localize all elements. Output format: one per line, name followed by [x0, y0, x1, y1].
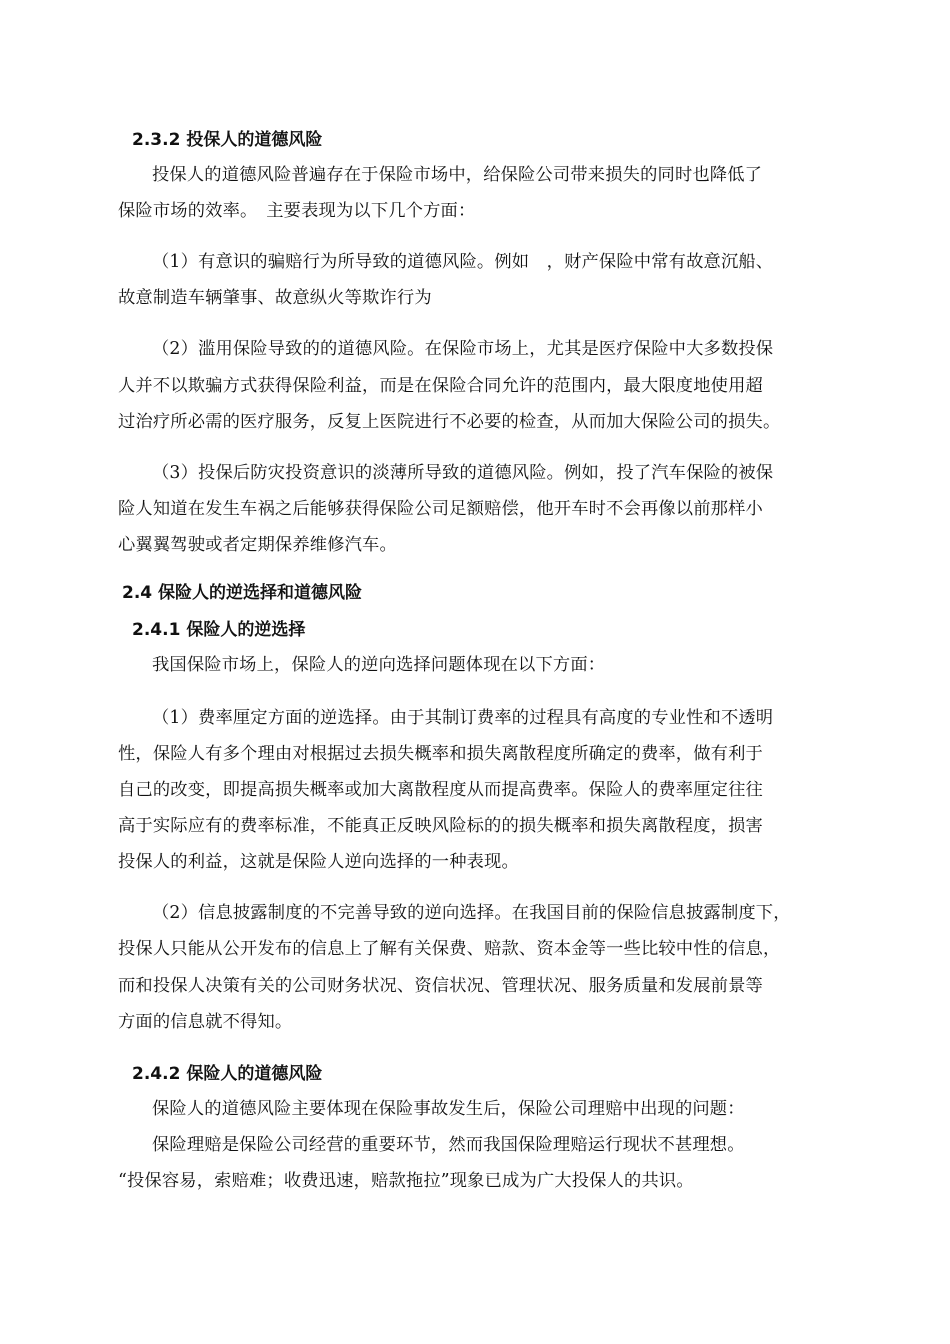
section-heading-2-4: 2.4 保险人的逆选择和道德风险 — [122, 583, 363, 603]
paragraph-line: 自己的改变，即提高损失概率或加大离散程度从而提高费率。保险人的费率厘定往往 — [118, 780, 763, 800]
paragraph-line: （3）投保后防灾投资意识的淡薄所导致的道德风险。例如，投了汽车保险的被保 — [152, 463, 774, 483]
paragraph-line: 投保人的利益，这就是保险人逆向选择的一种表现。 — [118, 852, 519, 872]
paragraph-line: 我国保险市场上，保险人的逆向选择问题体现在以下方面： — [152, 655, 606, 675]
paragraph-line: 高于实际应有的费率标准，不能真正反映风险标的的损失概率和损失离散程度，损害 — [118, 816, 763, 836]
paragraph-line: 保险理赔是保险公司经营的重要环节，然而我国保险理赔运行现状不甚理想。 — [152, 1135, 745, 1155]
paragraph-line: 故意制造车辆肇事、故意纵火等欺诈行为 — [118, 288, 432, 308]
paragraph-line: 保险人的道德风险主要体现在保险事故发生后，保险公司理赔中出现的问题： — [152, 1099, 745, 1119]
section-heading-2-4-2: 2.4.2 保险人的道德风险 — [132, 1064, 323, 1084]
paragraph-line: （2）滥用保险导致的的道德风险。在保险市场上，尤其是医疗保险中大多数投保 — [152, 339, 774, 359]
paragraph-line: （2）信息披露制度的不完善导致的逆向选择。在我国目前的保险信息披露制度下， — [152, 903, 791, 923]
paragraph-line: 人并不以欺骗方式获得保险利益，而是在保险合同允许的范围内，最大限度地使用超 — [118, 376, 763, 396]
paragraph-line: 投保人的道德风险普遍存在于保险市场中，给保险公司带来损失的同时也降低了 — [152, 165, 763, 185]
paragraph-line: 方面的信息就不得知。 — [118, 1012, 293, 1032]
paragraph-line: 性，保险人有多个理由对根据过去损失概率和损失离散程度所确定的费率，做有利于 — [118, 744, 763, 764]
paragraph-line: 险人知道在发生车祸之后能够获得保险公司足额赔偿，他开车时不会再像以前那样小 — [118, 499, 763, 519]
section-heading-2-3-2: 2.3.2 投保人的道德风险 — [132, 130, 323, 150]
paragraph-line: 保险市场的效率。 主要表现为以下几个方面： — [118, 201, 476, 221]
paragraph-line: （1）有意识的骗赔行为所导致的道德风险。例如 ，财产保险中常有故意沉船、 — [152, 252, 774, 272]
paragraph-line: 过治疗所必需的医疗服务，反复上医院进行不必要的检查，从而加大保险公司的损失。 — [118, 412, 781, 432]
paragraph-line: （1）费率厘定方面的逆选择。由于其制订费率的过程具有高度的专业性和不透明 — [152, 708, 774, 728]
paragraph-line: 投保人只能从公开发布的信息上了解有关保费、赔款、资本金等一些比较中性的信息， — [118, 939, 781, 959]
section-heading-2-4-1: 2.4.1 保险人的逆选择 — [132, 620, 306, 640]
paragraph-line: 而和投保人决策有关的公司财务状况、资信状况、管理状况、服务质量和发展前景等 — [118, 976, 763, 996]
paragraph-line: 心翼翼驾驶或者定期保养维修汽车。 — [118, 535, 397, 555]
paragraph-line: “投保容易，索赔难；收费迅速，赔款拖拉”现象已成为广大投保人的共识。 — [118, 1171, 694, 1191]
